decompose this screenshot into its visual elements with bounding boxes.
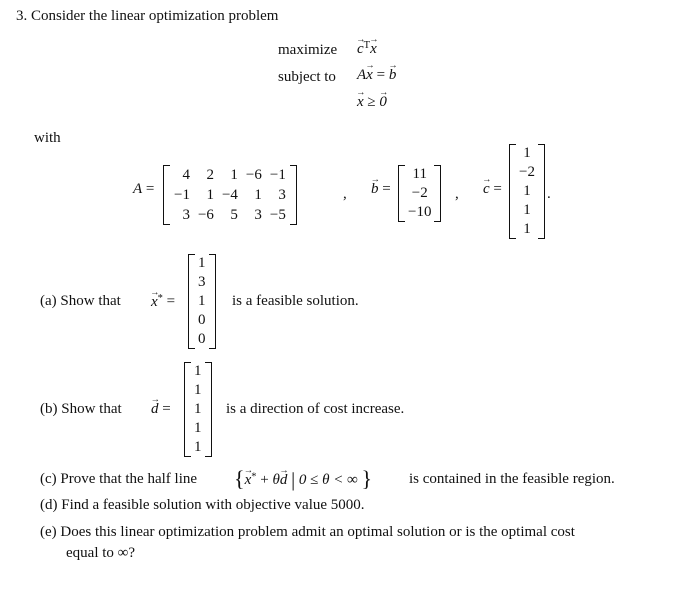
equality-constraint: A→ x = → b — [357, 67, 396, 84]
vector-c-entry: −2 — [519, 164, 535, 180]
part-b-label: (b) Show that — [40, 401, 122, 417]
xstar-label: → x* = — [151, 293, 175, 311]
matrix-A-entry: 2 — [206, 167, 214, 183]
lp-maximize-row — [278, 42, 337, 59]
part-b-tail: is a direction of cost increase. — [226, 401, 405, 417]
matrix-A-entry: 3 — [254, 207, 262, 223]
part-a-tail: is a feasible solution. — [232, 293, 359, 309]
matrix-A-entry: 1 — [230, 167, 238, 183]
matrix-A-row — [170, 185, 290, 205]
vector-d — [184, 362, 212, 457]
vector-xstar — [188, 254, 216, 349]
vector-xstar-entry: 1 — [198, 255, 206, 271]
matrix-A-row — [170, 165, 290, 185]
vector-c — [509, 144, 545, 239]
problem-intro: Consider the linear optimization problem — [31, 8, 279, 24]
vector-d-entry: 1 — [194, 363, 202, 379]
d-label: → d = — [151, 401, 171, 418]
maximize-label: maximize — [278, 42, 338, 58]
matrix-A-entry: 3 — [182, 207, 190, 223]
objective-expression: → $c^T\to x$ — [357, 40, 377, 58]
matrix-A-entry: −6 — [245, 167, 262, 183]
vector-b-entry: −10 — [408, 204, 432, 220]
matrix-A-row — [170, 205, 290, 225]
part-e-line1: (e) Does this linear optimization problem admit an optimal solution or is the optimal cost — [40, 524, 575, 540]
vector-b — [398, 165, 441, 222]
vector-c-entry: 1 — [523, 145, 531, 161]
vector-xstar-entry: 0 — [198, 312, 206, 328]
vector-c-entry: 1 — [523, 221, 531, 237]
vector-d-entry: 1 — [194, 382, 202, 398]
set-condition: 0 ≤ θ < ∞ — [298, 472, 358, 488]
matrix-A-entry: −1 — [174, 187, 190, 203]
comma-after-A: , — [343, 186, 347, 202]
comma-after-b: , — [455, 186, 459, 202]
matrix-A-entry: 1 — [206, 187, 214, 203]
matrix-A-entry: 5 — [230, 207, 238, 223]
matrix-A — [163, 165, 297, 225]
vector-xstar-entry: 3 — [198, 274, 206, 290]
matrix-A-entry: −5 — [269, 207, 286, 223]
part-c-tail: is contained in the feasible region. — [409, 471, 615, 487]
vector-c-label: → c = — [483, 181, 502, 198]
period-after-c: . — [547, 186, 551, 202]
part-d-text: (d) Find a feasible solution with objective value 5000. — [40, 497, 365, 513]
problem-number: 3. — [16, 8, 28, 24]
part-a-label: (a) Show that — [40, 293, 121, 309]
matrix-A-entry: 4 — [182, 167, 190, 183]
lp-subject-row — [278, 69, 336, 86]
matrix-A-entry: −6 — [197, 207, 214, 223]
vector-b-entry: −2 — [411, 185, 428, 201]
with-label: with — [34, 130, 61, 146]
vector-d-entry: 1 — [194, 401, 202, 417]
vector-xstar-entry: 0 — [198, 331, 206, 347]
vector-c-entry: 1 — [523, 183, 531, 199]
matrix-A-entry: −1 — [269, 167, 286, 183]
nonnegativity-constraint: → x ≥ → 0 — [357, 94, 387, 111]
part-e-line2: equal to ∞? — [66, 545, 136, 561]
part-c-label: (c) Prove that the half line — [40, 471, 198, 487]
vector-xstar-entry: 1 — [198, 293, 206, 309]
vector-b-label: → b = — [371, 181, 391, 198]
problem-header — [16, 8, 278, 25]
vector-c-entry: 1 — [523, 202, 531, 218]
subject-to-label: subject to — [278, 69, 336, 85]
matrix-A-entry: 1 — [254, 187, 262, 203]
matrix-A-entry: 3 — [278, 187, 286, 203]
vector-d-entry: 1 — [194, 439, 202, 455]
matrix-A-label: A = — [133, 181, 155, 197]
matrix-A-entry: −4 — [221, 187, 238, 203]
half-line-set: {→ x* + θ→ d | 0 ≤ θ < ∞ } — [234, 466, 372, 492]
vector-d-entry: 1 — [194, 420, 202, 436]
vector-b-entry: 11 — [412, 166, 427, 182]
